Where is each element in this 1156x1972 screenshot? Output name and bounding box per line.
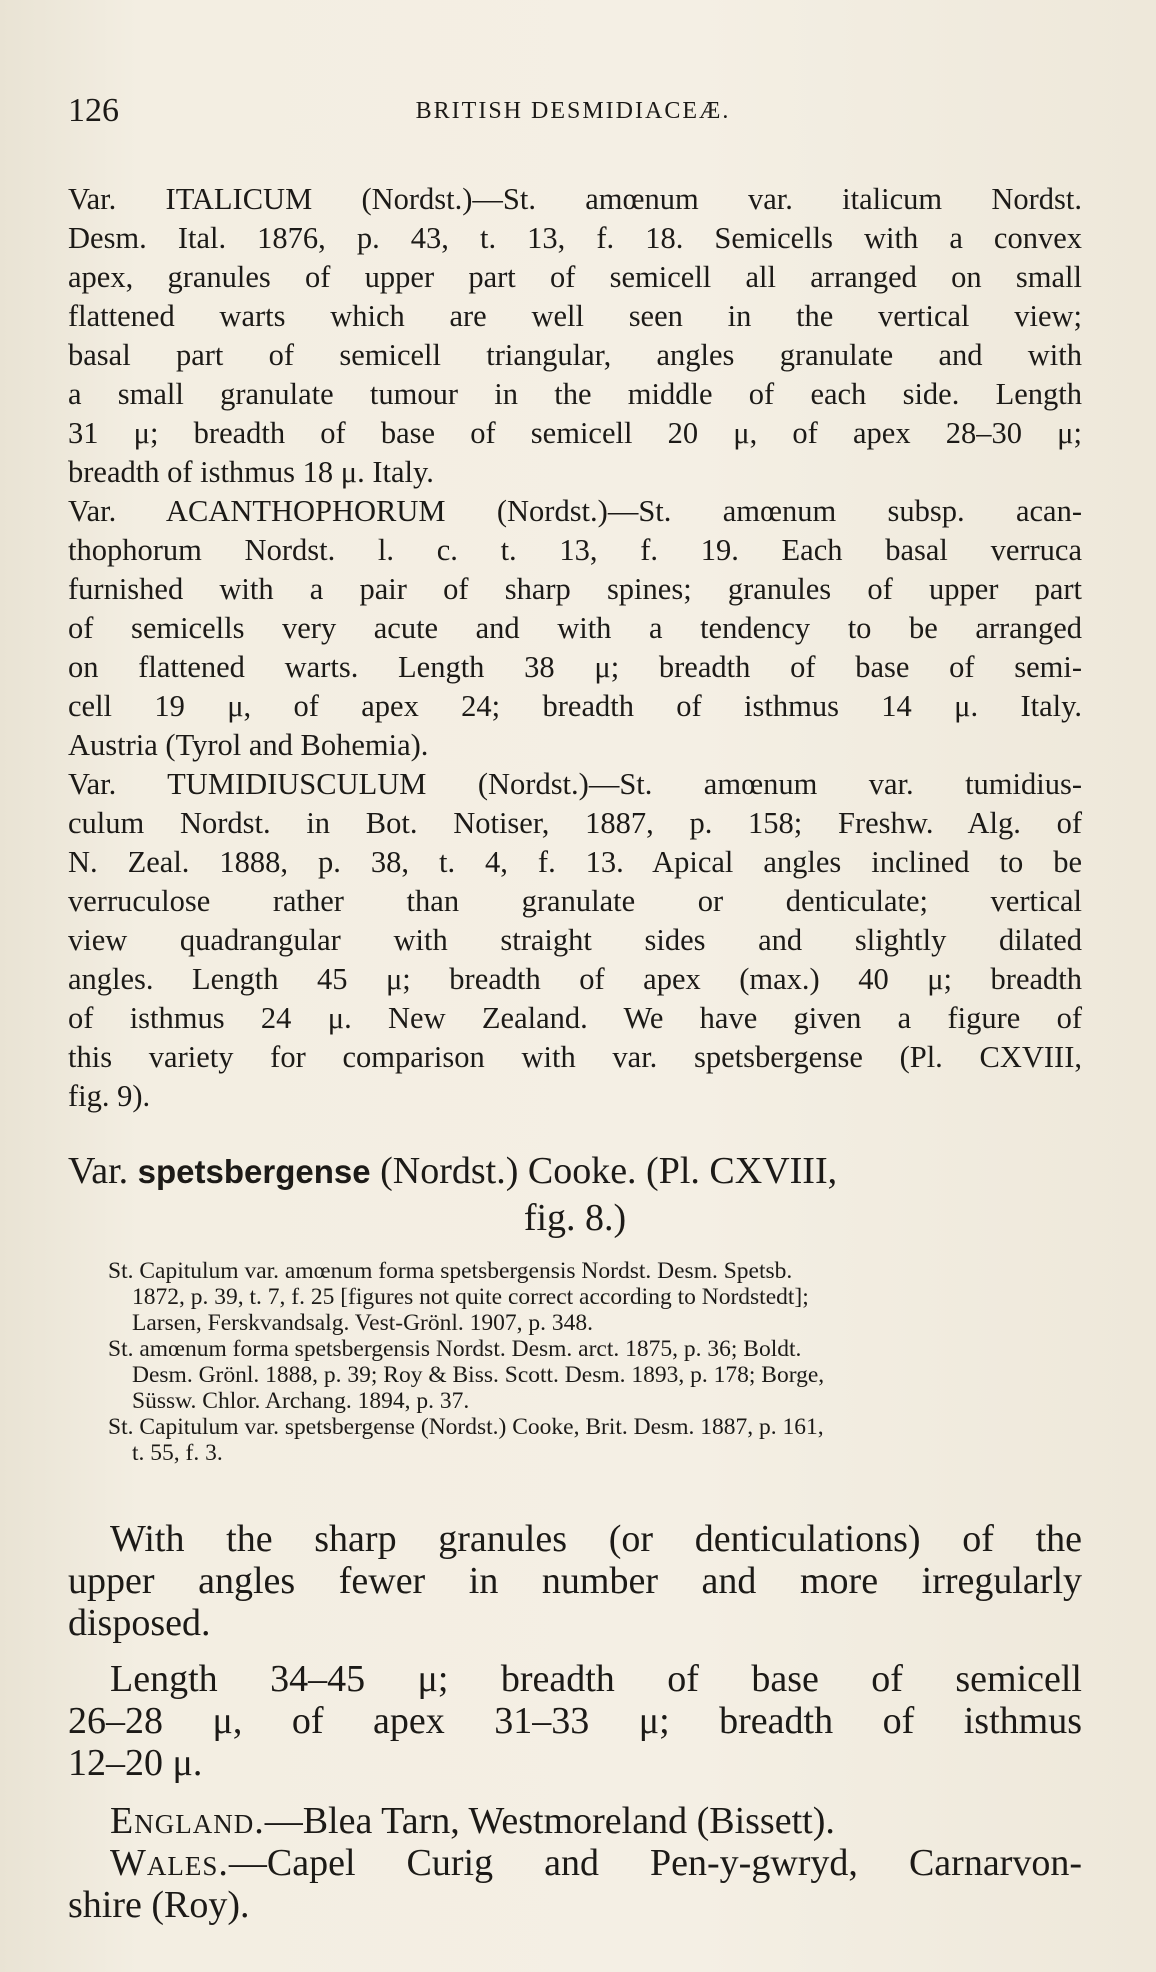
text-line: Desm. Ital. 1876, p. 43, t. 13, f. 18. Semicells with a convex [68,221,1082,255]
text-line: breadth of isthmus 18 μ. Italy. [68,455,434,489]
text-line: Austria (Tyrol and Bohemia). [68,728,429,762]
text-line: thophorum Nordst. l. c. t. 13, f. 19. Each basal verruca [68,533,1082,567]
heading-suffix: (Nordst.) Cooke. (Pl. CXVIII, [380,1150,838,1192]
text-line: flattened warts which are well seen in the vertical view; [68,299,1082,333]
text-line: Var. TUMIDIUSCULUM (Nordst.)—St. amœnum var. tumidius- [68,767,1082,801]
text-line: Var. ITALICUM (Nordst.)—St. amœnum var. italicum Nordst. [68,182,1082,216]
running-title: BRITISH DESMIDIACEÆ. [415,98,731,124]
heading-prefix: Var. [68,1150,129,1192]
text-line: this variety for comparison with var. spetsbergense (Pl. CXVIII, [68,1040,1082,1074]
heading-line [68,1148,1082,1195]
reference-line: Larsen, Ferskvandsalg. Vest-Grönl. 1907, p. 348. [132,1310,594,1336]
reference-line: St. Capitulum var. spetsbergense (Nordst.) Cooke, Brit. Desm. 1887, p. 161, [108,1414,824,1440]
text-line: 31 μ; breadth of base of semicell 20 μ, of apex 28–30 μ; [68,416,1082,450]
page-number: 126 [68,92,119,129]
text-line: 26–28 μ, of apex 31–33 μ; breadth of isthmus [68,1700,1082,1742]
reference-entry [108,1414,1086,1466]
reference-line: 1872, p. 39, t. 7, f. 25 [figures not quite correct according to Nordstedt]; [132,1284,809,1310]
text-line: a small granulate tumour in the middle of each side. Length [68,377,1082,411]
text-line: Length 34–45 μ; breadth of base of semicell [110,1658,1082,1700]
text-line [68,1800,1082,1842]
text-line: on flattened warts. Length 38 μ; breadth of base of semi- [68,650,1082,684]
text-line: furnished with a pair of sharp spines; granules of upper part [68,572,1082,606]
locality-label: Wales. [110,1842,229,1884]
text-line: view quadrangular with straight sides and slightly dilated [68,923,1082,957]
reference-line: t. 55, f. 3. [132,1440,223,1466]
text-line: With the sharp granules (or denticulations) of the [110,1518,1082,1560]
text-line: angles. Length 45 μ; breadth of apex (max.) 40 μ; breadth [68,962,1082,996]
page-header [68,92,1078,132]
text-line: 12–20 μ. [68,1742,203,1784]
text-line: fig. 9). [68,1079,151,1113]
reference-entry [108,1336,1086,1414]
locality-wales [68,1842,1082,1926]
reference-line: St. Capitulum var. amœnum forma spetsbergensis Nordst. Desm. Spetsb. [108,1258,793,1284]
section-heading-var-spetsbergense [68,1148,1082,1241]
text-line: disposed. [68,1602,211,1644]
locality-text: —Blea Tarn, Westmoreland (Bissett). [264,1800,835,1842]
text-line: verruculose rather than granulate or denticulate; vertical [68,884,1082,918]
locality-label: England. [110,1800,265,1842]
paragraph-var-acanthophorum [68,492,1082,765]
text-line: of semicells very acute and with a tendency to be arranged [68,611,1082,645]
text-line: apex, granules of upper part of semicell all arranged on small [68,260,1082,294]
locality-england [68,1800,1082,1842]
paragraph-var-tumidiusculum [68,765,1082,1116]
locality-text: —Capel Curig and Pen-y-gwryd, Carnarvon- [228,1842,1082,1884]
paragraph-var-italicum [68,180,1082,492]
text-line: of isthmus 24 μ. New Zealand. We have given a figure of [68,1001,1082,1035]
text-line: culum Nordst. in Bot. Notiser, 1887, p. 158; Freshw. Alg. of [68,806,1082,840]
text-line: upper angles fewer in number and more irregularly [68,1560,1082,1602]
synonymy-references [108,1258,1086,1466]
text-line: cell 19 μ, of apex 24; breadth of isthmus 14 μ. Italy. [68,689,1082,723]
text-line: basal part of semicell triangular, angles granulate and with [68,338,1082,372]
text-line: shire (Roy). [68,1884,250,1926]
dimensions-paragraph [68,1658,1082,1784]
heading-taxon-name: spetsbergense [137,1153,371,1190]
text-line [68,1842,1082,1884]
reference-entry [108,1258,1086,1336]
text-line: Var. ACANTHOPHORUM (Nordst.)—St. amœnum subsp. acan- [68,494,1082,528]
text-line: N. Zeal. 1888, p. 38, t. 4, f. 13. Apical angles inclined to be [68,845,1082,879]
reference-line: Desm. Grönl. 1888, p. 39; Roy & Biss. Scott. Desm. 1893, p. 178; Borge, [132,1362,825,1388]
reference-line: Süssw. Chlor. Archang. 1894, p. 37. [132,1388,470,1414]
description-paragraph [68,1518,1082,1644]
heading-line-2: fig. 8.) [523,1197,627,1239]
reference-line: St. amœnum forma spetsbergensis Nordst. Desm. arct. 1875, p. 36; Boldt. [108,1336,802,1362]
